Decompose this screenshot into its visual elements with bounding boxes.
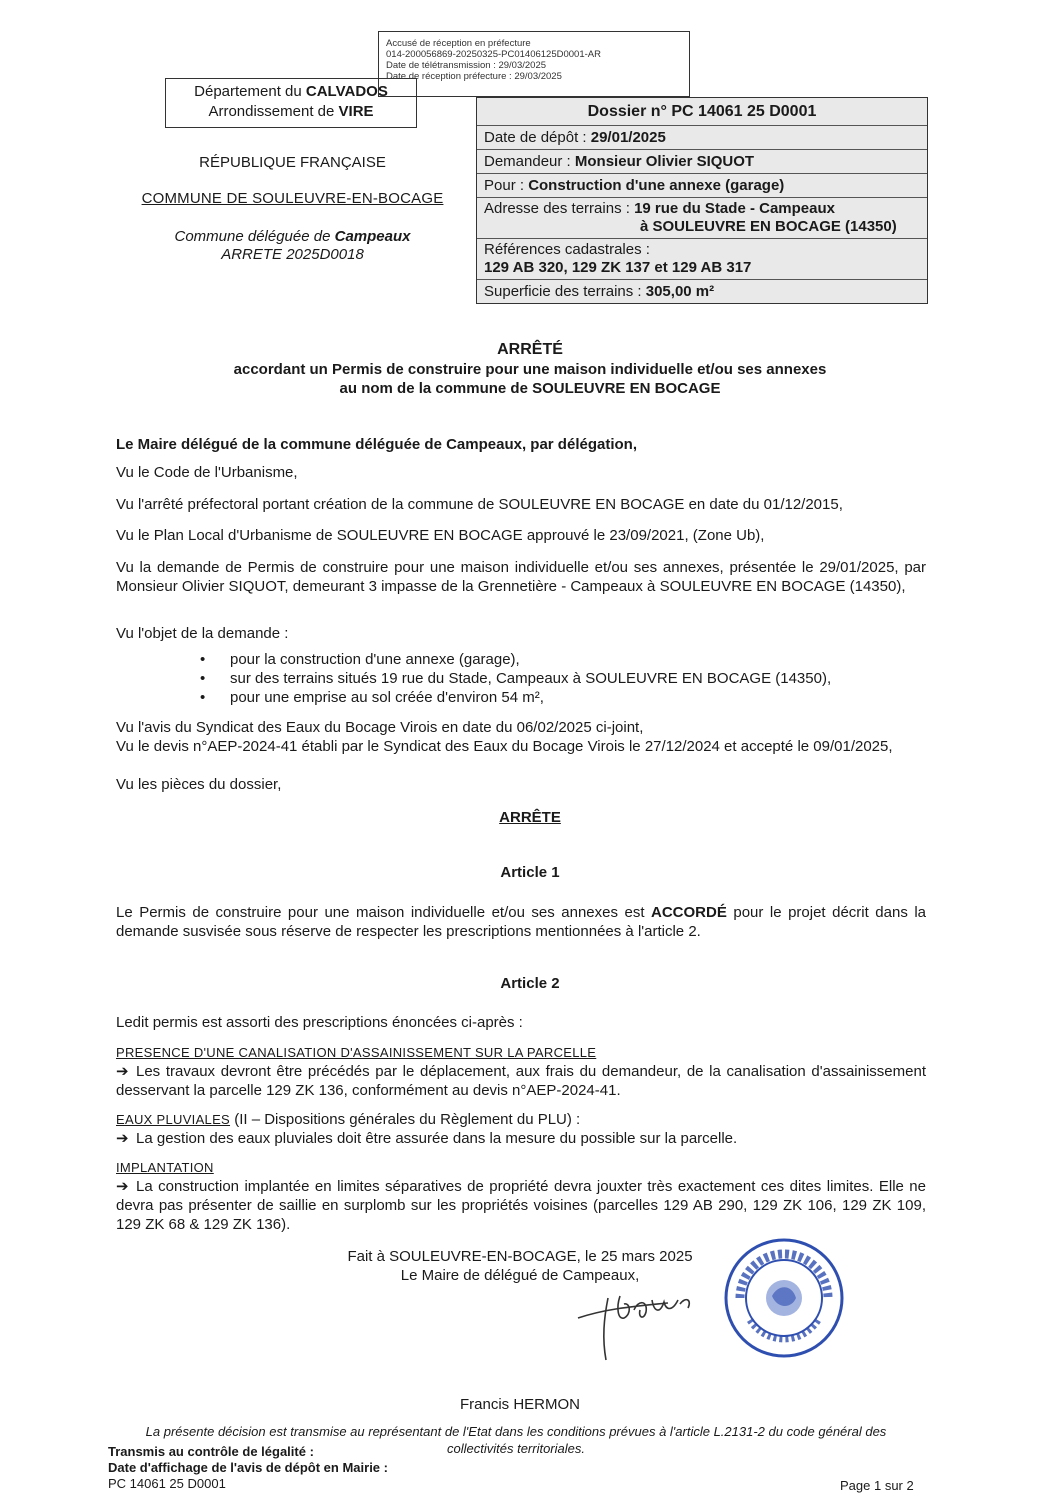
- commune-seal-icon: [722, 1236, 846, 1360]
- section-eaux-pluviales-text: ➔ La gestion des eaux pluviales doit être assurée dans la mesure du possible sur la parcelle.: [116, 1130, 738, 1147]
- dossier-demandeur: Demandeur : Monsieur Olivier SIQUOT: [477, 150, 927, 174]
- dossier-title: Dossier n° PC 14061 25 D0001: [477, 98, 927, 126]
- document-title: ARRÊTÉ: [497, 341, 563, 358]
- vu-avis-syndicat: Vu l'avis du Syndicat des Eaux du Bocage Virois en date du 06/02/2025 ci-joint,: [116, 719, 644, 736]
- vu-code-urbanisme: Vu le Code de l'Urbanisme,: [116, 464, 298, 481]
- footer-affichage: Date d'affichage de l'avis de dépôt en Mairie :: [108, 1460, 388, 1475]
- dossier-adresse: Adresse des terrains : 19 rue du Stade - Campeaux à SOULEUVRE EN BOCAGE (14350): [477, 198, 927, 239]
- arrow-right-icon: ➔: [116, 1130, 129, 1147]
- list-item: • pour une emprise au sol créée d'environ 54 m²,: [196, 688, 916, 707]
- dossier-table: [476, 97, 928, 304]
- list-item: • pour la construction d'une annexe (garage),: [196, 650, 916, 669]
- article-1-text: Le Permis de construire pour une maison individuelle et/ou ses annexes est ACCORDÉ pour le projet décrit dans la demande susvisée sous réserve de respecter les prescriptions mentionnées à l'article 2.: [116, 904, 926, 940]
- maire-line: Le Maire délégué de la commune déléguée de Campeaux, par délégation,: [116, 436, 637, 453]
- list-item: • sur des terrains situés 19 rue du Stade, Campeaux à SOULEUVRE EN BOCAGE (14350),: [196, 669, 916, 688]
- commune-deleguee: Commune déléguée de Campeaux ARRETE 2025D0018: [130, 228, 455, 264]
- stamp-line: 014-200056869-20250325-PC01406125D0001-AR: [386, 49, 601, 60]
- stamp-line: Date de télétransmission : 29/03/2025: [386, 60, 547, 71]
- arrow-right-icon: ➔: [116, 1178, 129, 1195]
- article-2-title: Article 2: [500, 975, 560, 992]
- reception-stamp: [378, 31, 690, 97]
- commune-heading: COMMUNE DE SOULEUVRE-EN-BOCAGE: [141, 190, 444, 207]
- vu-objet: Vu l'objet de la demande :: [116, 625, 289, 642]
- objet-list: [196, 650, 916, 707]
- dossier-superficie: Superficie des terrains : 305,00 m²: [484, 283, 715, 300]
- signatory-title: Le Maire de délégué de Campeaux,: [400, 1267, 640, 1284]
- department-line: Département du CALVADOS: [194, 83, 388, 100]
- arrete-heading: ARRÊTE: [499, 809, 561, 826]
- document-subtitle: accordant un Permis de construire pour une maison individuelle et/ou ses annexes au nom de la commune de SOULEUVRE EN BOCAGE: [233, 361, 827, 397]
- page-number: Page 1 sur 2: [840, 1478, 914, 1493]
- arrow-right-icon: ➔: [116, 1063, 129, 1080]
- arrondissement-line: Arrondissement de VIRE: [208, 103, 374, 120]
- vu-plu: Vu le Plan Local d'Urbanisme de SOULEUVRE EN BOCAGE approuvé le 23/09/2021, (Zone Ub),: [116, 527, 765, 544]
- footer-controle: Transmis au contrôle de légalité :: [108, 1444, 314, 1459]
- section-implantation-title: IMPLANTATION: [116, 1160, 214, 1175]
- signatory-name: Francis HERMON: [459, 1396, 580, 1413]
- section-eaux-pluviales-title: EAUX PLUVIALES (II – Dispositions générales du Règlement du PLU) :: [116, 1111, 581, 1128]
- footer-block: [108, 1444, 388, 1492]
- arrete-reference: ARRETE 2025D0018: [221, 246, 364, 263]
- republique-heading: RÉPUBLIQUE FRANÇAISE: [199, 154, 386, 171]
- stamp-line: Date de réception préfecture : 29/03/2025: [386, 71, 562, 82]
- section-implantation-text: ➔ La construction implantée en limites séparatives de propriété devra jouxter très exactement ces dites limites. Elle ne devra pas présenter de saillie en surplomb sur les propriétés voisines (parcelles 129 AB 290, 129 ZK 106, 129 ZK 109, 129 ZK 68 & 129 ZK 136).: [116, 1178, 926, 1233]
- dossier-date: Date de dépôt : 29/01/2025: [477, 126, 927, 150]
- handwritten-signature-icon: [568, 1278, 748, 1368]
- vu-demande: Vu la demande de Permis de construire pour une maison individuelle et/ou ses annexes, présentée le 29/01/2025, par Monsieur Olivier SIQUOT, demeurant 3 impasse de la Grennetière - Campeaux à SOULEUVRE EN BOCAGE (14350),: [116, 559, 926, 595]
- vu-pieces: Vu les pièces du dossier,: [116, 776, 282, 793]
- transmission-notice: La présente décision est transmise au représentant de l'Etat dans les conditions prévues à l'article L.2131-2 du code général des collectivités territoriales.: [145, 1424, 887, 1456]
- vu-arrete-prefectoral: Vu l'arrêté préfectoral portant création de la commune de SOULEUVRE EN BOCAGE en date du 01/12/2015,: [116, 496, 843, 513]
- vu-devis: Vu le devis n°AEP-2024-41 établi par le Syndicat des Eaux du Bocage Virois le 27/12/2024 et accepté le 09/01/2025,: [116, 738, 893, 755]
- article-1-title: Article 1: [500, 864, 560, 881]
- article-2-intro: Ledit permis est assorti des prescriptions énoncées ci-après :: [116, 1014, 523, 1031]
- stamp-line: Accusé de réception en préfecture: [386, 38, 531, 49]
- section-canalisation-text: ➔ Les travaux devront être précédés par le déplacement, aux frais du demandeur, de la canalisation d'assainissement desservant la parcelle 129 ZK 136, conformément au devis n°AEP-2024-41.: [116, 1063, 926, 1099]
- fait-a: Fait à SOULEUVRE-EN-BOCAGE, le 25 mars 2025: [347, 1248, 693, 1265]
- section-canalisation-title: PRESENCE D'UNE CANALISATION D'ASSAINISSEMENT SUR LA PARCELLE: [116, 1045, 597, 1060]
- department-box: [165, 78, 417, 128]
- dossier-references: Références cadastrales : 129 AB 320, 129 ZK 137 et 129 AB 317: [477, 239, 927, 280]
- footer-reference: PC 14061 25 D0001: [108, 1476, 226, 1491]
- dossier-pour: Pour : Construction d'une annexe (garage): [477, 174, 927, 198]
